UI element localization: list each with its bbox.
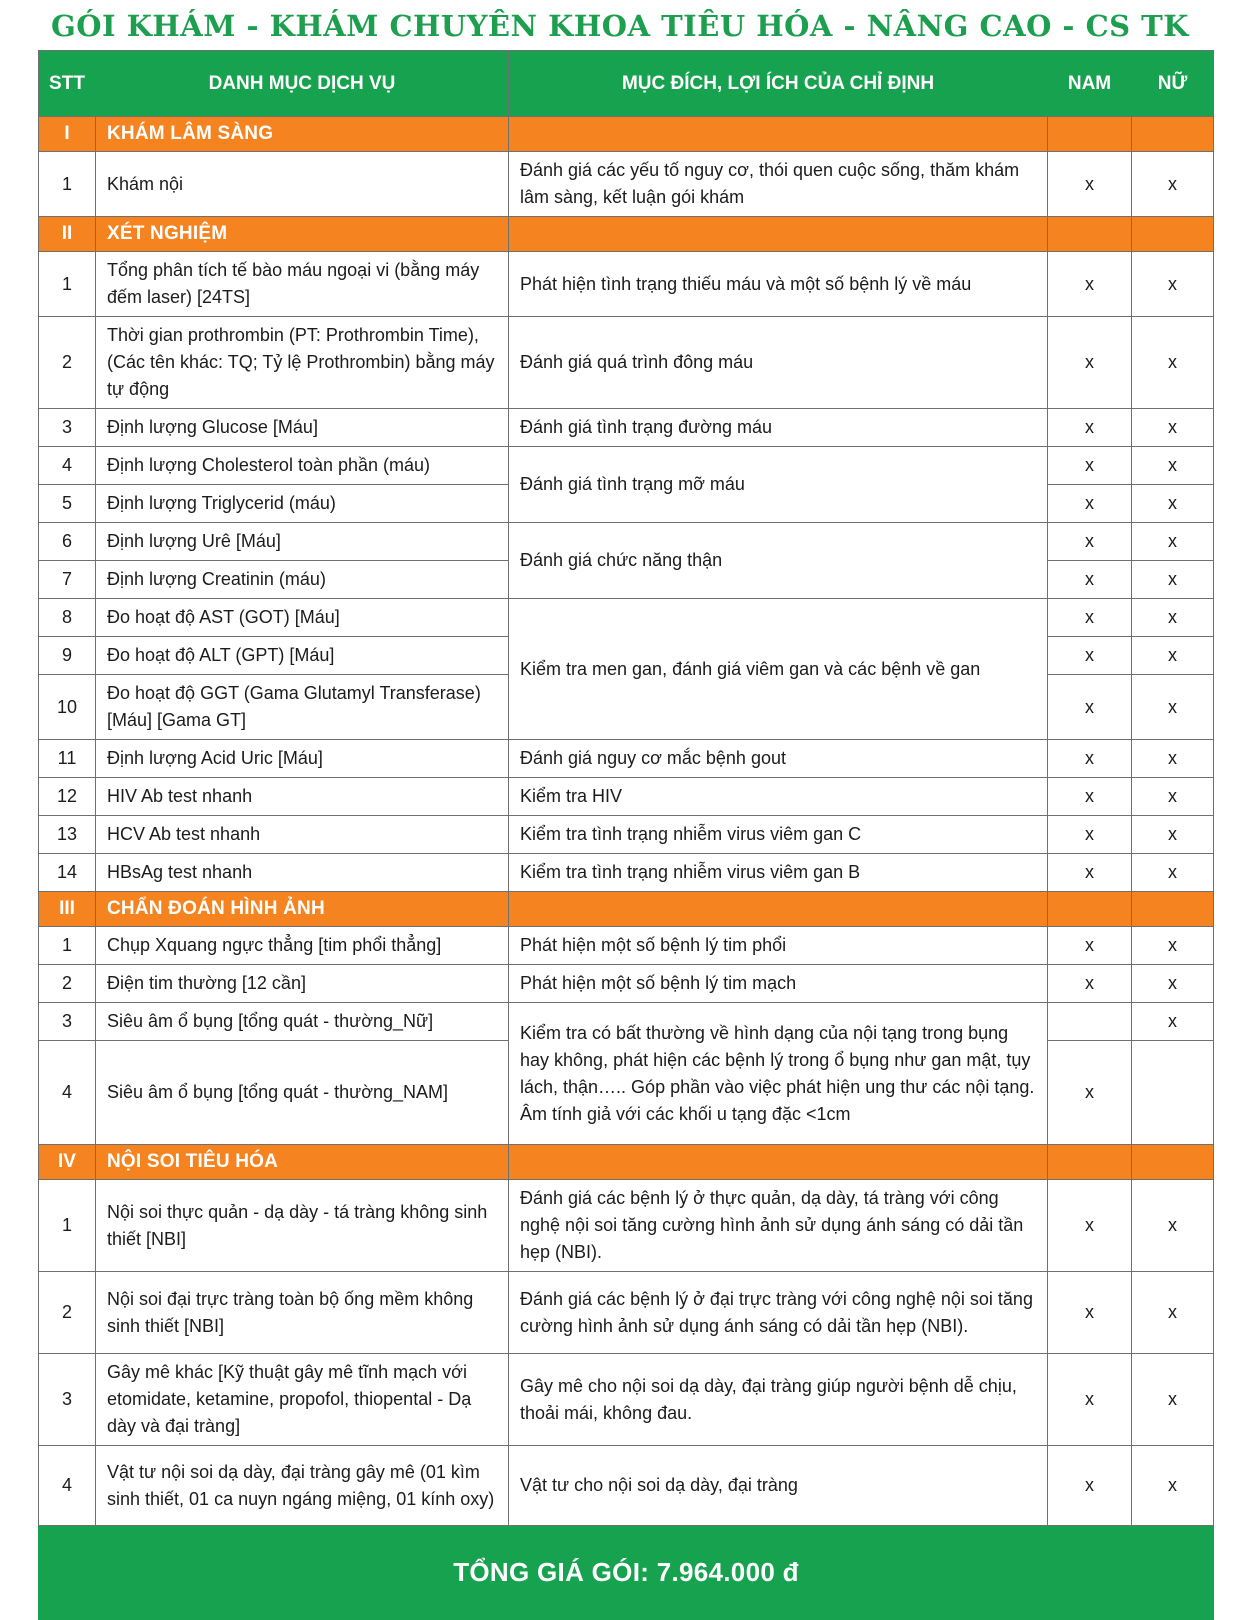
service-cell: Gây mê khác [Kỹ thuật gây mê tĩnh mạch với etomidate, ketamine, propofol, thiopental - Dạ dày và đại tràng]	[96, 1354, 509, 1446]
female-cell: x	[1132, 523, 1214, 561]
section-numeral: II	[39, 217, 96, 252]
section-title: NỘI SOI TIÊU HÓA	[96, 1145, 509, 1180]
service-cell: HBsAg test nhanh	[96, 854, 509, 892]
purpose-cell: Kiểm tra tình trạng nhiễm virus viêm gan B	[509, 854, 1048, 892]
service-cell: Đo hoạt độ AST (GOT) [Máu]	[96, 599, 509, 637]
male-cell: x	[1048, 927, 1132, 965]
purpose-cell: Phát hiện tình trạng thiếu máu và một số bệnh lý về máu	[509, 252, 1048, 317]
male-cell: x	[1048, 675, 1132, 740]
section-empty-cell	[1048, 1145, 1132, 1180]
section-empty-cell	[509, 1145, 1048, 1180]
male-cell: x	[1048, 447, 1132, 485]
female-cell: x	[1132, 409, 1214, 447]
section-empty-cell	[509, 117, 1048, 152]
purpose-cell-merged: Kiểm tra men gan, đánh giá viêm gan và các bệnh về gan	[509, 599, 1048, 740]
male-cell: x	[1048, 637, 1132, 675]
total-row	[39, 1526, 1214, 1620]
stt-cell: 2	[39, 317, 96, 409]
male-cell: x	[1048, 523, 1132, 561]
male-cell: x	[1048, 599, 1132, 637]
section-title: CHẨN ĐOÁN HÌNH ẢNH	[96, 892, 509, 927]
purpose-cell: Đánh giá các bệnh lý ở thực quản, dạ dày, tá tràng với công nghệ nội soi tăng cường hình ảnh sử dụng ánh sáng có dải tần hẹp (NBI).	[509, 1180, 1048, 1272]
female-cell: x	[1132, 1354, 1214, 1446]
female-cell: x	[1132, 152, 1214, 217]
stt-cell: 11	[39, 740, 96, 778]
male-cell: x	[1048, 1272, 1132, 1354]
section-title: KHÁM LÂM SÀNG	[96, 117, 509, 152]
stt-cell: 1	[39, 1180, 96, 1272]
stt-cell: 4	[39, 1446, 96, 1526]
section-empty-cell	[1132, 117, 1214, 152]
table-row	[39, 927, 1214, 965]
table-row	[39, 1180, 1214, 1272]
female-cell: x	[1132, 561, 1214, 599]
female-cell: x	[1132, 1272, 1214, 1354]
purpose-cell: Phát hiện một số bệnh lý tim mạch	[509, 965, 1048, 1003]
table-row	[39, 447, 1214, 485]
section-row-1	[39, 117, 1214, 152]
stt-cell: 7	[39, 561, 96, 599]
service-cell: Điện tim thường [12 cần]	[96, 965, 509, 1003]
stt-cell: 3	[39, 1003, 96, 1041]
male-cell: x	[1048, 1354, 1132, 1446]
service-cell: Siêu âm ổ bụng [tổng quát - thường_NAM]	[96, 1041, 509, 1145]
female-cell: x	[1132, 740, 1214, 778]
female-cell: x	[1132, 1003, 1214, 1041]
male-cell: x	[1048, 1446, 1132, 1526]
stt-cell: 6	[39, 523, 96, 561]
service-cell: Nội soi đại trực tràng toàn bộ ống mềm không sinh thiết [NBI]	[96, 1272, 509, 1354]
section-row-2	[39, 217, 1214, 252]
female-cell: x	[1132, 485, 1214, 523]
table-header-row	[39, 51, 1214, 117]
purpose-cell: Đánh giá nguy cơ mắc bệnh gout	[509, 740, 1048, 778]
service-cell: Tổng phân tích tế bào máu ngoại vi (bằng máy đếm laser) [24TS]	[96, 252, 509, 317]
male-cell: x	[1048, 1041, 1132, 1145]
male-cell: x	[1048, 1180, 1132, 1272]
service-cell: Đo hoạt độ ALT (GPT) [Máu]	[96, 637, 509, 675]
table-row	[39, 1003, 1214, 1041]
service-cell: Đo hoạt độ GGT (Gama Glutamyl Transferase) [Máu] [Gama GT]	[96, 675, 509, 740]
stt-cell: 2	[39, 965, 96, 1003]
table-row	[39, 152, 1214, 217]
stt-cell: 1	[39, 152, 96, 217]
service-cell: Định lượng Acid Uric [Máu]	[96, 740, 509, 778]
purpose-cell: Gây mê cho nội soi dạ dày, đại tràng giúp người bệnh dễ chịu, thoải mái, không đau.	[509, 1354, 1048, 1446]
section-title: XÉT NGHIỆM	[96, 217, 509, 252]
header-stt: STT	[39, 51, 96, 117]
stt-cell: 13	[39, 816, 96, 854]
female-cell: x	[1132, 1180, 1214, 1272]
stt-cell: 2	[39, 1272, 96, 1354]
section-numeral: III	[39, 892, 96, 927]
female-cell: x	[1132, 816, 1214, 854]
stt-cell: 4	[39, 1041, 96, 1145]
stt-cell: 1	[39, 927, 96, 965]
stt-cell: 3	[39, 1354, 96, 1446]
purpose-cell: Đánh giá tình trạng đường máu	[509, 409, 1048, 447]
service-cell: HIV Ab test nhanh	[96, 778, 509, 816]
table-row	[39, 854, 1214, 892]
male-cell: x	[1048, 152, 1132, 217]
section-empty-cell	[1132, 892, 1214, 927]
table-row	[39, 1272, 1214, 1354]
service-cell: Siêu âm ổ bụng [tổng quát - thường_Nữ]	[96, 1003, 509, 1041]
package-table	[38, 50, 1214, 1620]
purpose-cell: Đánh giá quá trình đông máu	[509, 317, 1048, 409]
male-cell: x	[1048, 816, 1132, 854]
section-numeral: IV	[39, 1145, 96, 1180]
section-empty-cell	[1132, 1145, 1214, 1180]
section-empty-cell	[1048, 892, 1132, 927]
stt-cell: 3	[39, 409, 96, 447]
header-female: NỮ	[1132, 51, 1214, 117]
purpose-cell-merged: Đánh giá tình trạng mỡ máu	[509, 447, 1048, 523]
female-cell: x	[1132, 317, 1214, 409]
service-cell: Định lượng Triglycerid (máu)	[96, 485, 509, 523]
male-cell: x	[1048, 965, 1132, 1003]
header-purpose: MỤC ĐÍCH, LỢI ÍCH CỦA CHỈ ĐỊNH	[509, 51, 1048, 117]
table-row	[39, 1446, 1214, 1526]
header-male: NAM	[1048, 51, 1132, 117]
purpose-cell: Đánh giá các yếu tố nguy cơ, thói quen cuộc sống, thăm khám lâm sàng, kết luận gói khám	[509, 152, 1048, 217]
male-cell: x	[1048, 252, 1132, 317]
page-title: GÓI KHÁM - KHÁM CHUYÊN KHOA TIÊU HÓA - NÂNG CAO - CS TK	[51, 9, 1189, 43]
total-price-bar: TỔNG GIÁ GÓI: 7.964.000 đ	[39, 1526, 1214, 1620]
stt-cell: 8	[39, 599, 96, 637]
stt-cell: 14	[39, 854, 96, 892]
service-cell: Thời gian prothrombin (PT: Prothrombin Time), (Các tên khác: TQ; Tỷ lệ Prothrombin) bằng máy tự động	[96, 317, 509, 409]
header-service: DANH MỤC DỊCH VỤ	[96, 51, 509, 117]
purpose-cell-merged: Kiểm tra có bất thường về hình dạng của nội tạng trong bụng hay không, phát hiện các bệnh lý trong ổ bụng như gan mật, tụy lách, thận….. Góp phần vào việc phát hiện ung thư các nội tạng. Âm tính giả với các khối u tạng đặc <1cm	[509, 1003, 1048, 1145]
female-cell: x	[1132, 778, 1214, 816]
purpose-cell: Phát hiện một số bệnh lý tim phổi	[509, 927, 1048, 965]
service-cell: Vật tư nội soi dạ dày, đại tràng gây mê (01 kìm sinh thiết, 01 ca nuyn ngáng miệng, 01 kính oxy)	[96, 1446, 509, 1526]
purpose-cell: Kiểm tra HIV	[509, 778, 1048, 816]
service-cell: Định lượng Cholesterol toàn phần (máu)	[96, 447, 509, 485]
table-row	[39, 965, 1214, 1003]
section-empty-cell	[509, 892, 1048, 927]
service-cell: Định lượng Glucose [Máu]	[96, 409, 509, 447]
section-empty-cell	[1048, 117, 1132, 152]
table-row	[39, 317, 1214, 409]
female-cell: x	[1132, 252, 1214, 317]
table-row	[39, 599, 1214, 637]
purpose-cell: Kiểm tra tình trạng nhiễm virus viêm gan C	[509, 816, 1048, 854]
stt-cell: 4	[39, 447, 96, 485]
male-cell: x	[1048, 317, 1132, 409]
female-cell: x	[1132, 854, 1214, 892]
male-cell: x	[1048, 854, 1132, 892]
stt-cell: 1	[39, 252, 96, 317]
service-cell: Khám nội	[96, 152, 509, 217]
male-cell: x	[1048, 409, 1132, 447]
table-row	[39, 1354, 1214, 1446]
female-cell: x	[1132, 637, 1214, 675]
table-row	[39, 252, 1214, 317]
female-cell: x	[1132, 675, 1214, 740]
stt-cell: 12	[39, 778, 96, 816]
stt-cell: 9	[39, 637, 96, 675]
service-cell: Định lượng Urê [Máu]	[96, 523, 509, 561]
female-cell: x	[1132, 447, 1214, 485]
female-cell: x	[1132, 1446, 1214, 1526]
section-empty-cell	[1132, 217, 1214, 252]
section-numeral: I	[39, 117, 96, 152]
table-row	[39, 816, 1214, 854]
female-cell: x	[1132, 965, 1214, 1003]
table-row	[39, 523, 1214, 561]
table-row	[39, 740, 1214, 778]
section-empty-cell	[1048, 217, 1132, 252]
section-empty-cell	[509, 217, 1048, 252]
stt-cell: 5	[39, 485, 96, 523]
male-cell	[1048, 1003, 1132, 1041]
male-cell: x	[1048, 485, 1132, 523]
purpose-cell: Đánh giá các bệnh lý ở đại trực tràng với công nghệ nội soi tăng cường hình ảnh sử dụng ánh sáng có dải tần hẹp (NBI).	[509, 1272, 1048, 1354]
male-cell: x	[1048, 778, 1132, 816]
table-row	[39, 778, 1214, 816]
female-cell: x	[1132, 927, 1214, 965]
service-cell: Chụp Xquang ngực thẳng [tim phổi thẳng]	[96, 927, 509, 965]
female-cell	[1132, 1041, 1214, 1145]
purpose-cell: Vật tư cho nội soi dạ dày, đại tràng	[509, 1446, 1048, 1526]
male-cell: x	[1048, 561, 1132, 599]
table-row	[39, 409, 1214, 447]
stt-cell: 10	[39, 675, 96, 740]
service-cell: Định lượng Creatinin (máu)	[96, 561, 509, 599]
section-row-3	[39, 892, 1214, 927]
section-row-4	[39, 1145, 1214, 1180]
purpose-cell-merged: Đánh giá chức năng thận	[509, 523, 1048, 599]
service-cell: HCV Ab test nhanh	[96, 816, 509, 854]
male-cell: x	[1048, 740, 1132, 778]
service-cell: Nội soi thực quản - dạ dày - tá tràng không sinh thiết [NBI]	[96, 1180, 509, 1272]
female-cell: x	[1132, 599, 1214, 637]
